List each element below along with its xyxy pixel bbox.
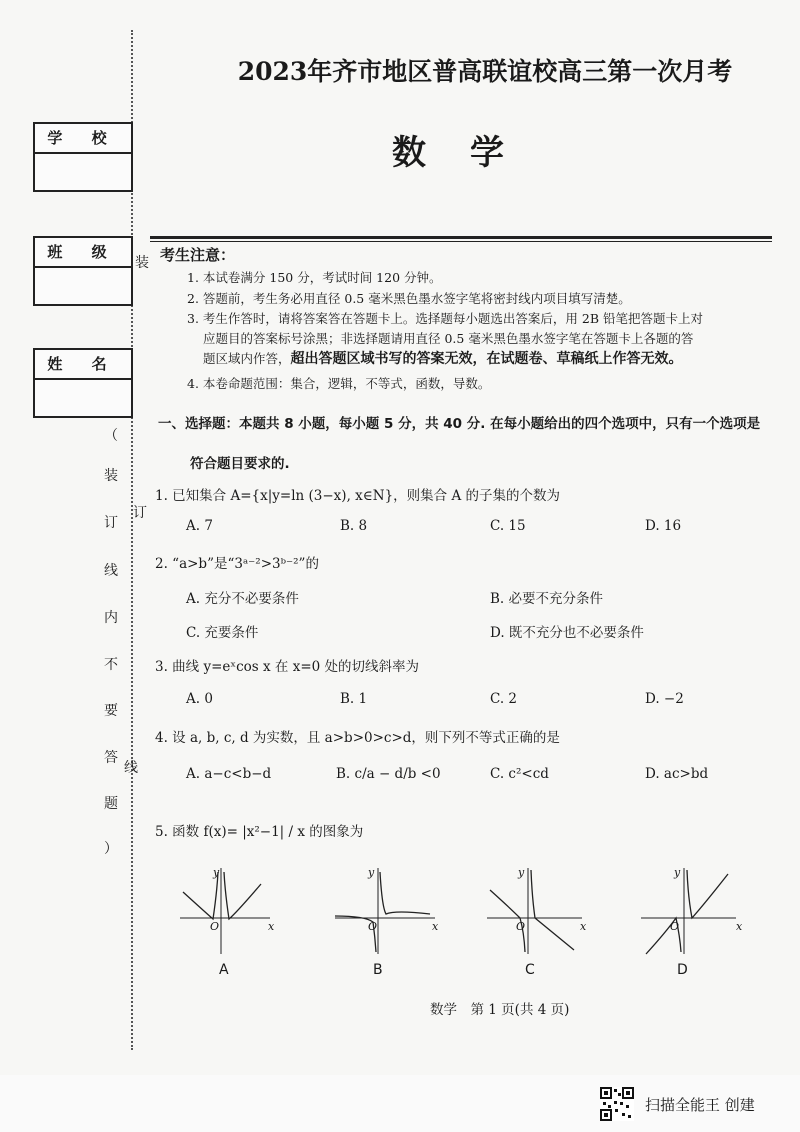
notice-item: 1. 本试卷满分 150 分，考试时间 120 分钟。 [187,270,442,285]
axis-x-label: x [268,920,275,933]
school-box [33,122,133,192]
option: C. 15 [490,518,526,534]
axis-origin-label: O [670,920,680,933]
class-field[interactable] [35,268,131,304]
axis-origin-label: O [210,920,220,933]
vertical-note-char: ） [104,841,118,857]
vertical-note-char: 订 [104,515,118,531]
notice-item: 2. 答题前，考生务必用直径 0.5 毫米黑色墨水签字笔将密封线内项目填写清楚。 [187,291,631,306]
axis-x-label: x [736,920,743,933]
axis-origin-label: O [368,920,378,933]
name-box [33,348,133,418]
option: A. a−c<b−d [186,766,272,782]
graph-label-d: D [677,962,688,978]
vertical-note-char: 题 [104,796,118,812]
page-number: 数学 第 1 页(共 4 页) [430,1002,570,1018]
option: B. c/a − d/b <0 [336,766,441,782]
class-label: 班 级 [35,238,131,268]
vertical-note-char: 线 [104,563,118,579]
vertical-note-char: 内 [104,610,118,626]
option: B. 8 [340,518,368,534]
subject-title: 数学 [392,133,548,173]
graph-option-c [482,862,592,957]
notice-item: 应题目的答案标号涂黑；非选择题请用直径 0.5 毫米黑色墨水签字笔在答题卡上各题的答 [203,331,694,346]
vertical-note-char: 不 [104,657,118,673]
axis-y-label: y [368,866,375,879]
question-5: 5. 函数 f(x)= |x²−1| / x 的图象为 [155,824,364,840]
axis-y-label: y [518,866,525,879]
vertical-note-char: 答 [104,750,118,766]
option: A. 0 [186,691,213,707]
option: D. ac>bd [645,766,709,782]
name-field[interactable] [35,380,131,416]
axis-x-label: x [432,920,439,933]
graph-label-a: A [219,962,229,978]
class-box [33,236,133,306]
option: D. −2 [645,691,684,707]
axis-y-label: y [213,866,220,879]
axis-origin-label: O [516,920,526,933]
option: D. 16 [645,518,682,534]
vertical-note-char: 要 [104,703,118,719]
header-rule-thin [150,241,772,242]
name-label: 姓 名 [35,350,131,380]
option: C. c²<cd [490,766,549,782]
question-1: 1. 已知集合 A={x|y=ln (3−x), x∈N}，则集合 A 的子集的个数为 [155,488,560,504]
scanner-brand: 扫描全能王 创建 [645,1096,755,1114]
school-label: 学 校 [35,124,131,154]
binding-mark-zhuang: 装 [135,255,149,271]
axis-x-label: x [580,920,587,933]
option: A. 充分不必要条件 [186,591,299,607]
option: B. 1 [340,691,368,707]
notice-emphasis: 超出答题区域书写的答案无效，在试题卷、草稿纸上作答无效。 [290,351,683,367]
graph-label-c: C [525,962,535,978]
question-2: 2. “a>b”是“3ᵃ⁻²>3ᵇ⁻²”的 [155,556,319,572]
vertical-note-char: 装 [104,468,118,484]
header-rule-thick [150,236,772,239]
option: C. 2 [490,691,518,707]
question-3: 3. 曲线 y=eˣcos x 在 x=0 处的切线斜率为 [155,659,420,675]
section-heading: 一、选择题：本题共 8 小题，每小题 5 分，共 40 分. 在每小题给出的四个选项中，只有一个选项是 [158,416,761,432]
question-4: 4. 设 a, b, c, d 为实数，且 a>b>0>c>d，则下列不等式正确的是 [155,730,560,746]
binding-mark-xian: 线 [124,760,138,776]
option: C. 充要条件 [186,625,259,641]
graph-option-d [636,862,746,957]
graph-label-b: B [373,962,383,978]
section-heading-cont: 符合题目要求的. [190,456,290,472]
binding-mark-ding: 订 [133,505,147,521]
graph-option-b [330,862,440,957]
vertical-note-char: （ [104,428,118,444]
option: B. 必要不充分条件 [490,591,604,607]
option: A. 7 [186,518,213,534]
axis-y-label: y [674,866,681,879]
graph-option-a [175,862,275,957]
notice-item: 3. 考生作答时，请将答案答在答题卡上。选择题每小题选出答案后，用 2B 铅笔把答题卡上对 [187,311,703,326]
qr-code-icon [600,1087,634,1121]
school-field[interactable] [35,154,131,190]
notice-heading: 考生注意： [160,246,236,264]
notice-item-line [203,349,683,369]
notice-item-text: 题区域内作答， [203,351,291,366]
notice-item: 4. 本卷命题范围：集合，逻辑，不等式，函数，导数。 [187,376,491,391]
option: D. 既不充分也不必要条件 [490,625,644,641]
exam-title: 2023年齐市地区普高联谊校高三第一次月考 [237,57,733,86]
